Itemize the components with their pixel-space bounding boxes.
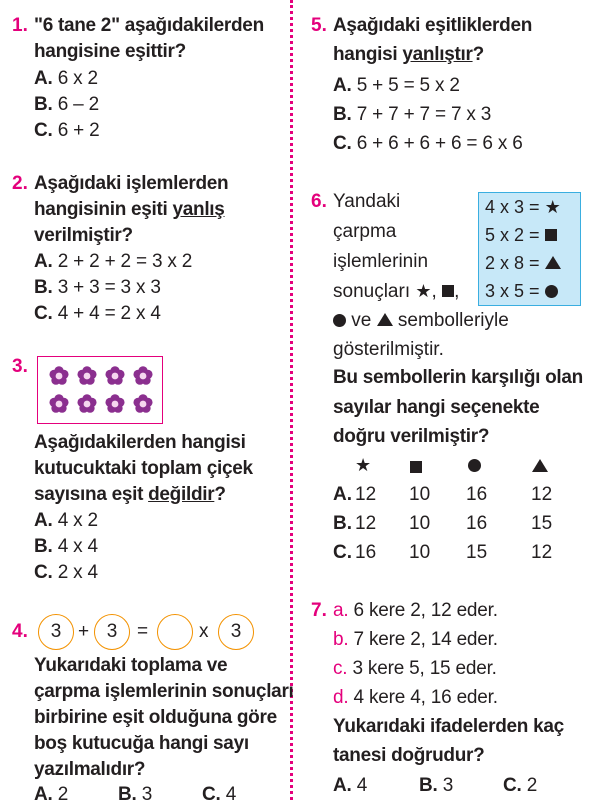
question-number: 3. xyxy=(12,356,28,377)
question-text: boş kutucuğa hangi sayı xyxy=(34,733,249,754)
question-text: Aşağıdakilerden hangisi xyxy=(34,432,246,453)
table-row: 5 x 2 = xyxy=(485,225,557,246)
option-b[interactable]: B. 4 x 4 xyxy=(34,536,98,557)
flower-icon xyxy=(132,393,154,415)
statement-c: c. 3 kere 5, 15 eder. xyxy=(333,658,497,679)
option-c[interactable]: C. 2 x 4 xyxy=(34,562,98,583)
table-row: 2 x 8 = xyxy=(485,253,561,274)
equals-sign: = xyxy=(137,621,148,642)
square-icon xyxy=(442,285,454,297)
question-text: doğru verilmiştir? xyxy=(333,426,490,447)
plus-sign: + xyxy=(78,621,89,642)
answer-value: 16 xyxy=(466,484,488,505)
empty-answer-circle[interactable] xyxy=(157,614,193,650)
question-text: Yandaki xyxy=(333,191,401,212)
option-b[interactable]: B. 3 xyxy=(419,775,454,796)
answer-value: 15 xyxy=(466,542,488,563)
question-text: Yukarıdaki toplama ve xyxy=(34,655,228,676)
answer-value: 10 xyxy=(409,484,431,505)
question-number: 4. xyxy=(12,621,28,642)
flower-icon xyxy=(76,365,98,387)
answer-value: 10 xyxy=(409,513,431,534)
question-text: sayısına eşit değildir? xyxy=(34,484,226,505)
option-label: A. xyxy=(333,484,352,505)
option-label: C. xyxy=(333,542,352,563)
question-text: verilmiştir? xyxy=(34,225,133,246)
flower-icon xyxy=(104,365,126,387)
statement-d: d. 4 kere 4, 16 eder. xyxy=(333,687,498,708)
option-label: B. xyxy=(333,513,352,534)
question-number: 6. xyxy=(311,191,327,212)
question-number: 7. xyxy=(311,600,327,621)
answer-value: 15 xyxy=(531,513,553,534)
option-a[interactable]: A. 6 x 2 xyxy=(34,68,98,89)
flower-icon xyxy=(132,365,154,387)
answer-value: 12 xyxy=(355,484,377,505)
question-text: yazılmalıdır? xyxy=(34,759,146,780)
option-b[interactable]: B. 3 xyxy=(118,784,153,805)
option-b[interactable]: B. 3 + 3 = 3 x 3 xyxy=(34,277,161,298)
question-text: Aşağıdaki işlemlerden xyxy=(34,173,229,194)
star-icon: ★ xyxy=(544,197,561,217)
table-row: 4 x 3 = ★ xyxy=(485,197,561,217)
option-a[interactable]: A. 4 xyxy=(333,775,368,796)
circle-icon xyxy=(333,314,346,327)
question-text: sayılar hangi seçenekte xyxy=(333,397,540,418)
question-text: çarpma işlemlerinin sonuçları xyxy=(34,681,294,702)
question-number: 1. xyxy=(12,15,28,36)
option-a[interactable]: A. 5 + 5 = 5 x 2 xyxy=(333,75,460,96)
option-c[interactable]: C. 6 + 6 + 6 + 6 = 6 x 6 xyxy=(333,133,523,154)
option-c[interactable]: C. 4 xyxy=(202,784,237,805)
number-circle: 3 xyxy=(38,614,74,650)
option-c[interactable]: C. 2 xyxy=(503,775,538,796)
question-text: birbirine eşit olduğuna göre xyxy=(34,707,277,728)
question-text: gösterilmiştir. xyxy=(333,339,444,360)
question-text: kutucuktaki toplam çiçek xyxy=(34,458,253,479)
question-text: hangisi yanlıştır? xyxy=(333,44,484,65)
flower-icon xyxy=(48,393,70,415)
answer-value: 16 xyxy=(466,513,488,534)
square-icon xyxy=(545,229,557,241)
question-text: sonuçları ★, , xyxy=(333,281,460,302)
symbol-table xyxy=(478,192,581,306)
option-b[interactable]: B. 7 + 7 + 7 = 7 x 3 xyxy=(333,104,492,125)
star-icon: ★ xyxy=(415,281,432,301)
answer-value: 12 xyxy=(355,513,377,534)
question-text: ve sembolleriyle xyxy=(333,310,509,332)
question-text: hangisine eşittir? xyxy=(34,41,186,62)
statement-a: a. 6 kere 2, 12 eder. xyxy=(333,600,498,621)
table-row: 3 x 5 = xyxy=(485,281,558,302)
question-text: Bu sembollerin karşılığı olan xyxy=(333,367,583,388)
question-text: Aşağıdaki eşitliklerden xyxy=(333,15,533,36)
answer-value: 10 xyxy=(409,542,431,563)
question-text: Yukarıdaki ifadelerden kaç xyxy=(333,716,564,737)
flower-icon xyxy=(48,365,70,387)
flower-box xyxy=(37,356,163,424)
answer-value: 12 xyxy=(531,484,553,505)
option-c[interactable]: C. 4 + 4 = 2 x 4 xyxy=(34,303,161,324)
triangle-icon xyxy=(545,256,561,269)
circle-icon xyxy=(545,285,558,298)
triangle-icon xyxy=(532,459,548,477)
option-b[interactable]: B. 6 – 2 xyxy=(34,94,99,115)
answer-value: 16 xyxy=(355,542,377,563)
flower-icon xyxy=(104,393,126,415)
option-a[interactable]: A. 4 x 2 xyxy=(34,510,98,531)
question-number: 5. xyxy=(311,15,327,36)
question-text: tanesi doğrudur? xyxy=(333,745,485,766)
option-a[interactable]: A. 2 xyxy=(34,784,69,805)
question-text: "6 tane 2" aşağıdakilerden xyxy=(34,15,264,36)
circle-icon xyxy=(468,458,481,476)
statement-b: b. 7 kere 2, 14 eder. xyxy=(333,629,498,650)
triangle-icon xyxy=(377,313,393,326)
question-text: işlemlerinin xyxy=(333,251,429,272)
flower-icon xyxy=(76,393,98,415)
question-text: hangisinin eşiti yanlış xyxy=(34,199,225,220)
times-sign: x xyxy=(199,621,209,642)
number-circle: 3 xyxy=(94,614,130,650)
column-divider xyxy=(290,0,293,800)
option-c[interactable]: C. 6 + 2 xyxy=(34,120,100,141)
option-a[interactable]: A. 2 + 2 + 2 = 3 x 2 xyxy=(34,251,193,272)
question-number: 2. xyxy=(12,173,28,194)
square-icon xyxy=(410,460,422,478)
number-circle: 3 xyxy=(218,614,254,650)
answer-value: 12 xyxy=(531,542,553,563)
star-icon: ★ xyxy=(355,455,372,475)
question-text: çarpma xyxy=(333,221,397,242)
